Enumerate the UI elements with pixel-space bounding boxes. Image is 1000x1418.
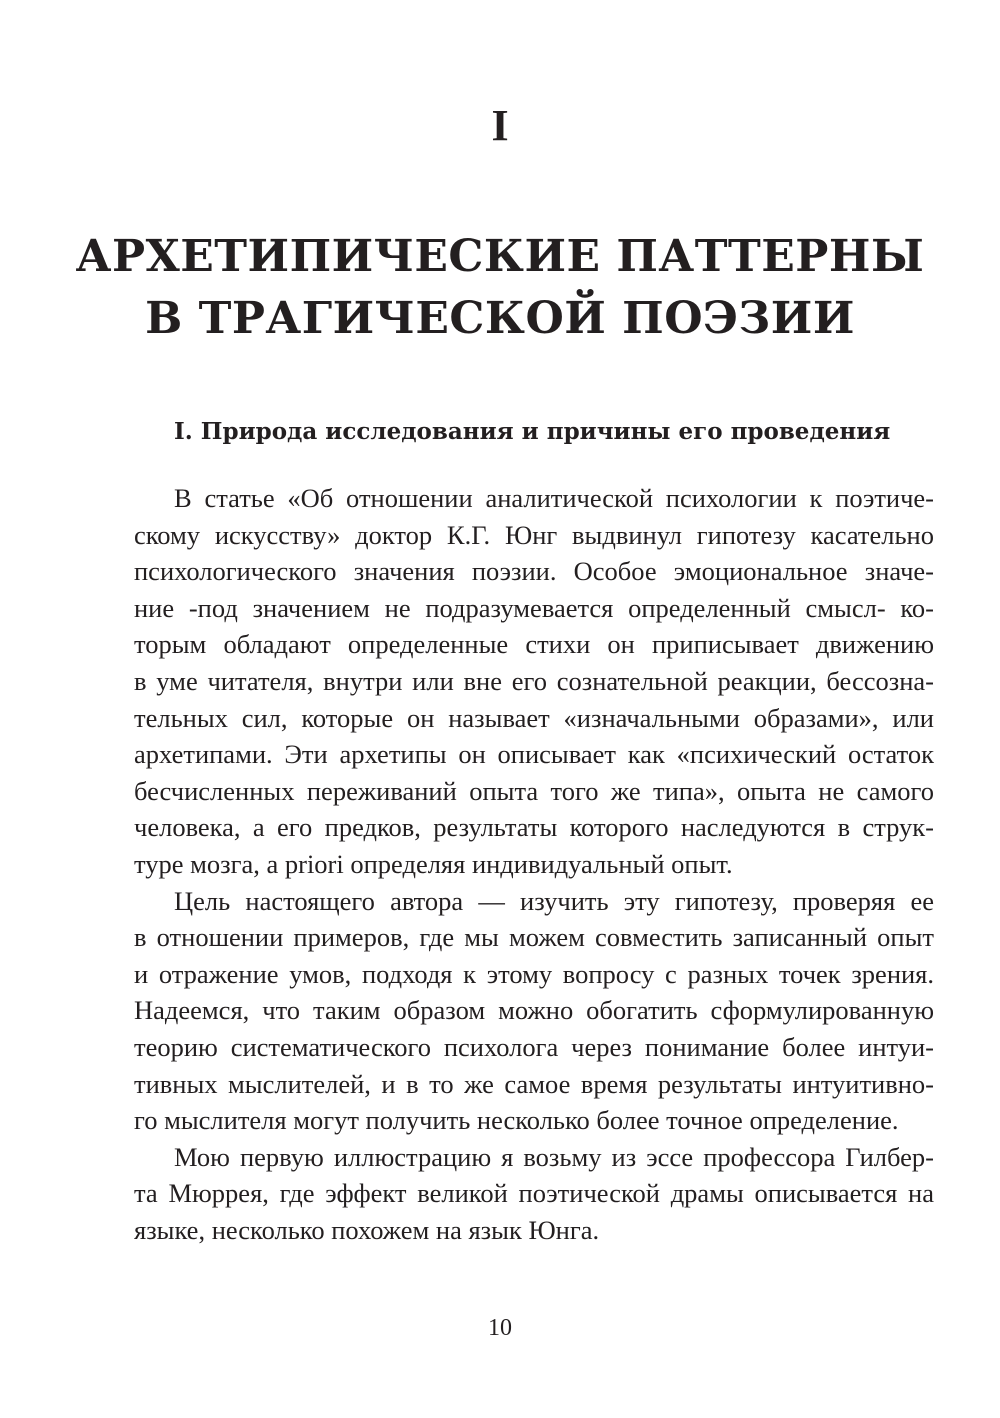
text-line: теорию систематического психолога через понимание более интуи-: [134, 1031, 934, 1062]
text-line: языке, несколько похожем на язык Юнга.: [134, 1214, 600, 1245]
text-line: та Мюррея, где эффект великой поэтической драмы описывается на: [134, 1178, 934, 1209]
text-line: архетипами. Эти архетипы он описывает как «психический остаток: [134, 739, 934, 770]
section-heading: I. Природа исследования и причины его проведения: [174, 418, 891, 445]
text-line: скому искусству» доктор К.Г. Юнг выдвинул гипотезу касательно: [134, 519, 934, 550]
text-line: ние -под значением не подразумевается определенный смысл- ко-: [134, 592, 934, 623]
text-line: Надеемся, что таким образом можно обогатить сформулированную: [134, 995, 934, 1026]
page-number: 10: [488, 1315, 512, 1341]
text-line: Мою первую иллюстрацию я возьму из эссе профессора Гилбер-: [174, 1141, 934, 1172]
text-line: торым обладают определенные стихи он приписывает движению: [134, 629, 934, 660]
text-line: тивных мыслителей, и в то же самое время результаты интуитивно-: [134, 1068, 934, 1099]
chapter-title-line: АРХЕТИПИЧЕСКИЕ ПАТТЕРНЫ: [75, 231, 925, 282]
text-line: в уме читателя, внутри или вне его сознательной реакции, бессозна-: [134, 665, 934, 696]
text-line: тельных сил, которые он называет «изначальными образами», или: [134, 702, 934, 733]
text-line: го мыслителя могут получить несколько более точное определение.: [134, 1105, 899, 1136]
chapter-number: I: [491, 101, 509, 150]
text-line: туре мозга, a priori определяя индивидуальный опыт.: [134, 848, 733, 879]
text-line: В статье «Об отношении аналитической психологии к поэтиче-: [174, 483, 934, 513]
chapter-title: [60, 226, 940, 350]
text-line: Цель настоящего автора — изучить эту гипотезу, проверяя ее: [174, 885, 934, 916]
text-line: психологического значения поэзии. Особое эмоциональное значе-: [134, 556, 934, 587]
text-line: в отношении примеров, где мы можем совместить записанный опыт: [134, 922, 934, 953]
text-line: бесчисленных переживаний опыта того же типа», опыта не самого: [134, 775, 934, 806]
chapter-title-line: В ТРАГИЧЕСКОЙ ПОЭЗИИ: [145, 293, 855, 344]
text-line: человека, а его предков, результаты которого наследуются в струк-: [134, 812, 934, 843]
text-line: и отражение умов, подходя к этому вопросу с разных точек зрения.: [134, 958, 934, 989]
body-text: [134, 480, 934, 1248]
